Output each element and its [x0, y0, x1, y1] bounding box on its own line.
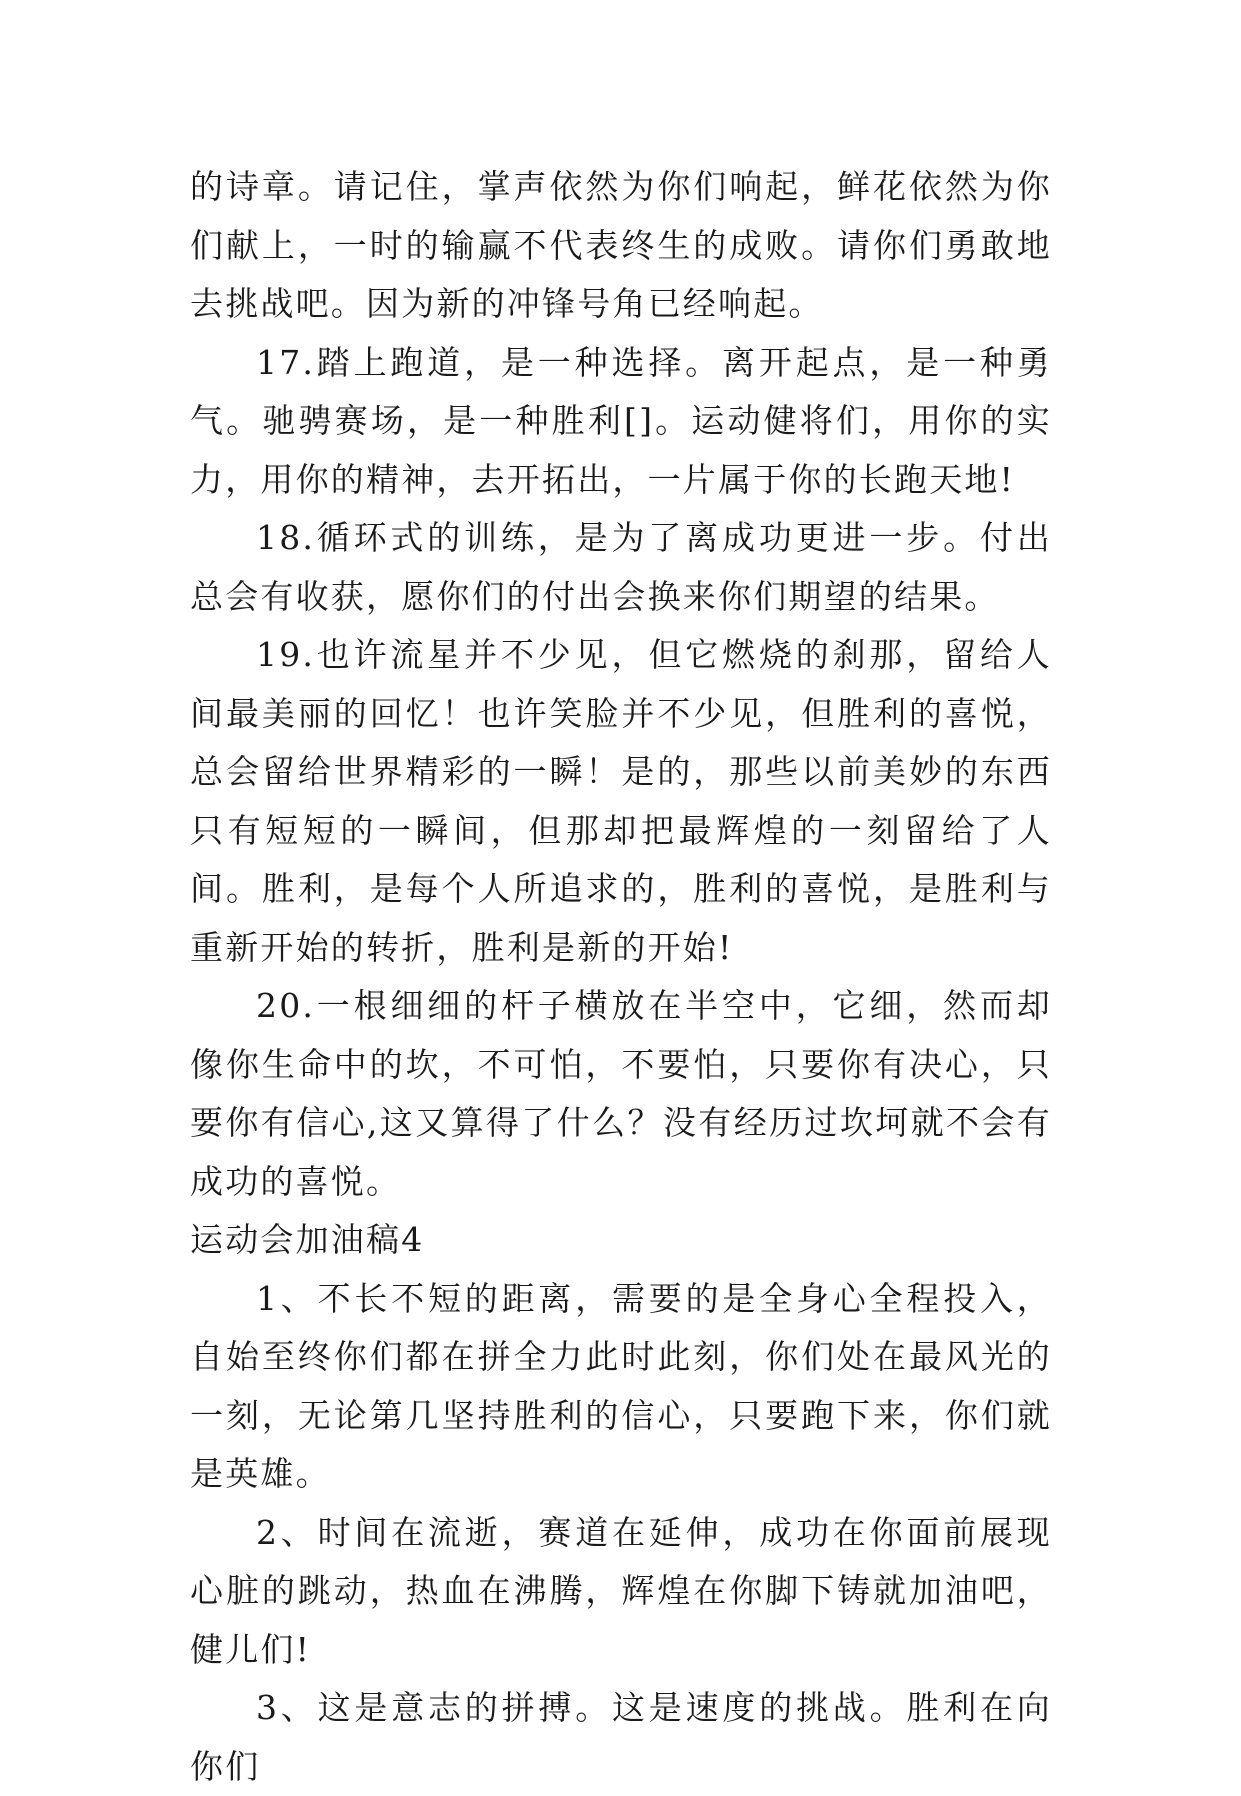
- paragraph-item-17: 17.踏上跑道，是一种选择。离开起点，是一种勇气。驰骋赛场，是一种胜利[]。运动健将们，用你的实力，用你的精神，去开拓出，一片属于你的长跑天地!: [190, 342, 1052, 499]
- paragraph-item-19: 19.也许流星并不少见，但它燃烧的刹那，留给人间最美丽的回忆！也许笑脸并不少见，但胜利的喜悦，总会留给世界精彩的一瞬！是的，那些以前美妙的东西只有短短的一瞬间，但那却把最辉煌的一刻留给了人间。胜利，是每个人所追求的，胜利的喜悦，是胜利与重新开始的转折，胜利是新的开始!: [190, 635, 1052, 967]
- paragraph-item-20: 20.一根细细的杆子横放在半空中，它细，然而却像你生命中的坎，不可怕，不要怕，只要你有决心，只要你有信心,这又算得了什么？没有经历过坎坷就不会有成功的喜悦。: [190, 986, 1052, 1201]
- section-item-1: 1、不长不短的距离，需要的是全身心全程投入，自始至终你们都在拼全力此时此刻，你们处在最风光的一刻，无论第几坚持胜利的信心，只要跑下来，你们就是英雄。: [190, 1278, 1052, 1493]
- paragraph-continuation: 的诗章。请记住，掌声依然为你们响起，鲜花依然为你们献上，一时的输赢不代表终生的成败。请你们勇敢地去挑战吧。因为新的冲锋号角已经响起。: [190, 167, 1052, 323]
- section-item-2: 2、时间在流逝，赛道在延伸，成功在你面前展现心脏的跳动，热血在沸腾，辉煌在你脚下铸就加油吧，健儿们!: [190, 1512, 1052, 1669]
- section-item-3: 3、这是意志的拼搏。这是速度的挑战。胜利在向你们: [190, 1688, 1052, 1786]
- document-body: [190, 158, 1052, 1796]
- section-heading: 运动会加油稿4: [190, 1220, 425, 1259]
- paragraph-item-18: 18.循环式的训练，是为了离成功更进一步。付出总会有收获，愿你们的付出会换来你们期望的结果。: [190, 518, 1052, 616]
